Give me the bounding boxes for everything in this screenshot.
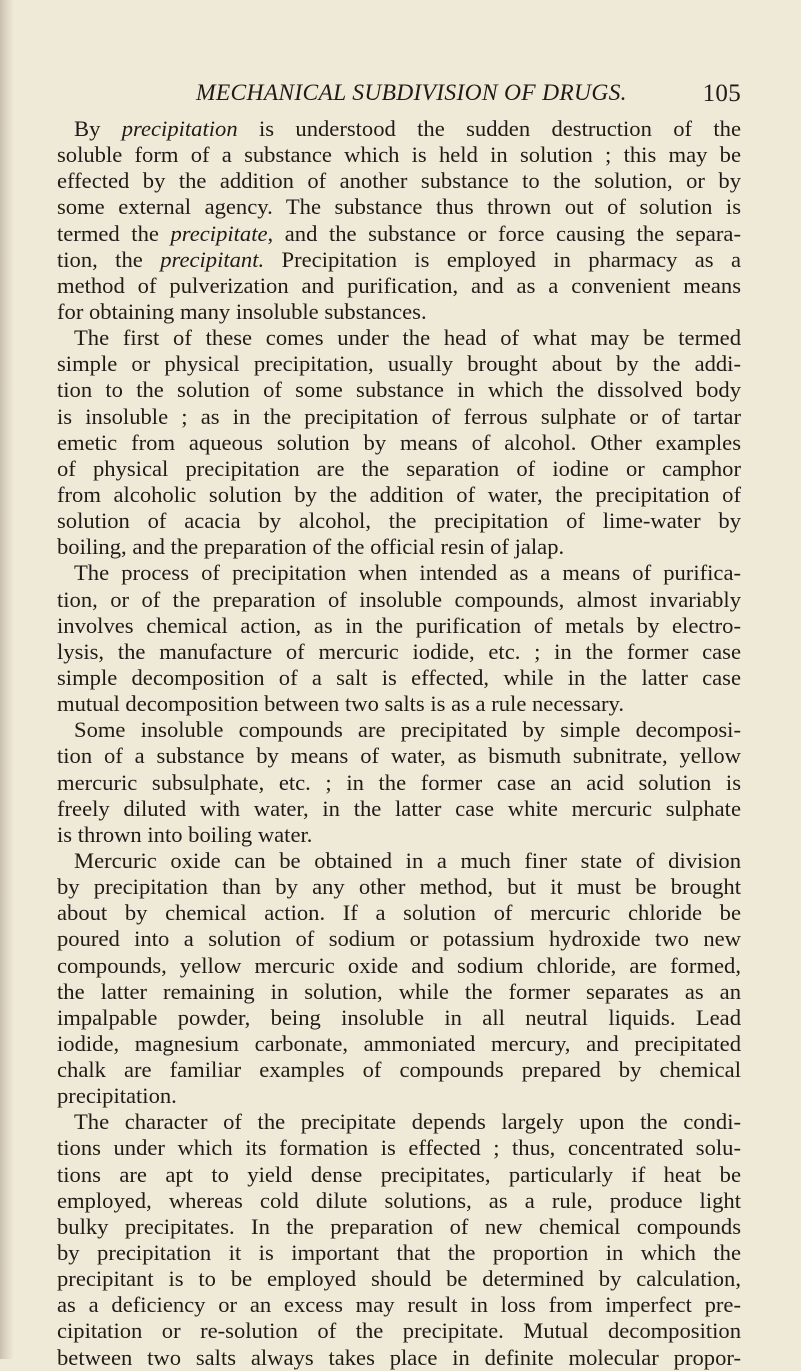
text-run: Precipitation is employed in pharmacy as a — [264, 246, 741, 272]
text-run: The first of these comes under the head of what may be termed — [74, 325, 741, 351]
text-run: is thrown into boiling water. — [57, 821, 313, 847]
text-line — [57, 482, 741, 508]
text-line — [57, 168, 741, 194]
text-line — [57, 900, 741, 926]
text-run: effected by the addition of another substance to the solution, or by — [57, 168, 741, 194]
text-line — [57, 404, 741, 430]
text-run: poured into a solution of sodium or potassium hydroxide two new — [57, 926, 741, 952]
text-line — [57, 1109, 741, 1135]
text-run: solution of acacia by alcohol, the precipitation of lime-water by — [57, 508, 741, 534]
italic-term: precipitate — [170, 220, 268, 246]
text-run: , and the substance or force causing the separa- — [267, 220, 741, 246]
text-run: as a deficiency or an excess may result in loss from imperfect pre- — [57, 1292, 741, 1318]
italic-term: precipitant. — [160, 246, 265, 272]
text-line — [57, 1292, 741, 1318]
running-head — [196, 80, 741, 110]
text-line — [57, 1266, 741, 1292]
text-run: chalk are familiar examples of compounds prepared by chemical — [57, 1057, 741, 1083]
text-run: is insoluble ; as in the precipitation of ferrous sulphate or of tartar — [57, 403, 741, 429]
text-line — [57, 221, 741, 247]
text-run: by precipitation than by any other method, but it must be brought — [57, 874, 741, 900]
text-line — [57, 953, 741, 979]
text-run: simple decomposition of a salt is effected, while in the latter case — [57, 664, 741, 690]
text-line — [57, 456, 741, 482]
text-line — [57, 299, 741, 325]
text-line — [57, 1345, 741, 1371]
text-line — [57, 848, 741, 874]
text-run: by precipitation it is important that the proportion in which the — [57, 1240, 741, 1266]
text-run: tion, or of the preparation of insoluble compounds, almost invariably — [57, 586, 741, 612]
text-run: involves chemical action, as in the purification of metals by electro- — [57, 612, 741, 638]
text-line — [57, 325, 741, 351]
text-run: simple or physical precipitation, usually brought about by the addi- — [57, 351, 741, 377]
text-line — [57, 613, 741, 639]
text-line — [57, 1162, 741, 1188]
text-run: iodide, magnesium carbonate, ammoniated mercury, and precipitated — [57, 1030, 741, 1056]
text-line — [57, 1188, 741, 1214]
text-line — [57, 247, 741, 273]
text-line — [57, 534, 741, 560]
text-line — [57, 1031, 741, 1057]
text-line — [57, 508, 741, 534]
text-run: the latter remaining in solution, while the former separates as an — [57, 978, 741, 1004]
text-run: bulky precipitates. In the preparation of new chemical compounds — [57, 1213, 741, 1239]
text-run: freely diluted with water, in the latter case white mercuric sulphate — [57, 795, 741, 821]
text-line — [57, 979, 741, 1005]
text-run: method of pulverization and purification, and as a convenient means — [57, 272, 741, 298]
text-run: boiling, and the preparation of the official resin of jalap. — [57, 534, 565, 560]
text-run: lysis, the manufacture of mercuric iodide, etc. ; in the former case — [57, 638, 741, 664]
text-run: precipitation. — [57, 1083, 177, 1109]
text-run: cipitation or re-solution of the precipitate. Mutual decomposition — [57, 1318, 741, 1344]
text-line — [57, 770, 741, 796]
text-line — [57, 1240, 741, 1266]
text-line — [57, 1318, 741, 1344]
text-run: tion of a substance by means of water, as bismuth subnitrate, yellow — [57, 743, 741, 769]
text-run: tion to the solution of some substance in which the dissolved body — [57, 377, 741, 403]
text-run: Mercuric oxide can be obtained in a much finer state of division — [74, 847, 741, 873]
text-line — [57, 665, 741, 691]
running-head-title: MECHANICAL SUBDIVISION OF DRUGS. — [196, 80, 627, 106]
text-run: mutual decomposition between two salts is as a rule necessary. — [57, 691, 624, 717]
text-run: The process of precipitation when intended as a means of purifica- — [74, 560, 741, 586]
text-run: mercuric subsulphate, etc. ; in the former case an acid solution is — [57, 769, 741, 795]
text-line — [57, 1214, 741, 1240]
text-run: soluble form of a substance which is held in solution ; this may be — [57, 142, 741, 168]
text-run: Some insoluble compounds are precipitated by simple decomposi- — [74, 717, 741, 743]
text-line — [57, 1057, 741, 1083]
text-run: precipitant is to be employed should be determined by calculation, — [57, 1266, 741, 1292]
text-run: tion, the — [57, 246, 161, 272]
text-run: tions under which its formation is effected ; thus, concentrated solu- — [57, 1135, 741, 1161]
text-run: emetic from aqueous solution by means of alcohol. Other examples — [57, 429, 741, 455]
italic-term: precipitation — [121, 116, 238, 141]
text-run: of physical precipitation are the separation of iodine or camphor — [57, 455, 741, 481]
text-run: termed the — [57, 220, 171, 246]
text-line — [57, 874, 741, 900]
text-run: between two salts always takes place in definite molecular propor- — [57, 1344, 741, 1370]
text-line — [57, 1005, 741, 1031]
text-line — [57, 926, 741, 952]
text-run: tions are apt to yield dense precipitates, particularly if heat be — [57, 1161, 741, 1187]
text-line — [57, 560, 741, 586]
text-run: By — [74, 116, 122, 141]
text-line — [57, 377, 741, 403]
text-line — [57, 822, 741, 848]
text-line — [57, 430, 741, 456]
page-number: 105 — [702, 80, 741, 107]
text-line — [57, 691, 741, 717]
text-run: The character of the precipitate depends largely upon the condi- — [74, 1109, 741, 1135]
text-line — [57, 639, 741, 665]
text-run: for obtaining many insoluble substances. — [57, 298, 427, 324]
text-run: about by chemical action. If a solution of mercuric chloride be — [57, 900, 741, 926]
text-run: compounds, yellow mercuric oxide and sodium chloride, are formed, — [57, 952, 741, 978]
text-line — [57, 743, 741, 769]
text-line — [57, 587, 741, 613]
text-line — [57, 142, 741, 168]
text-run: employed, whereas cold dilute solutions, as a rule, produce light — [57, 1187, 741, 1213]
text-line — [57, 1135, 741, 1161]
text-line — [57, 194, 741, 220]
text-line — [57, 1083, 741, 1109]
text-line — [57, 116, 741, 142]
text-line — [57, 351, 741, 377]
text-line — [57, 796, 741, 822]
body-text — [57, 116, 741, 1371]
text-run: from alcoholic solution by the addition of water, the precipitation of — [57, 481, 741, 507]
text-line — [57, 717, 741, 743]
text-line — [57, 273, 741, 299]
text-run: is understood the sudden destruction of the — [237, 116, 741, 141]
text-run: some external agency. The substance thus thrown out of solution is — [57, 194, 741, 220]
text-run: impalpable powder, being insoluble in all neutral liquids. Lead — [57, 1004, 741, 1030]
